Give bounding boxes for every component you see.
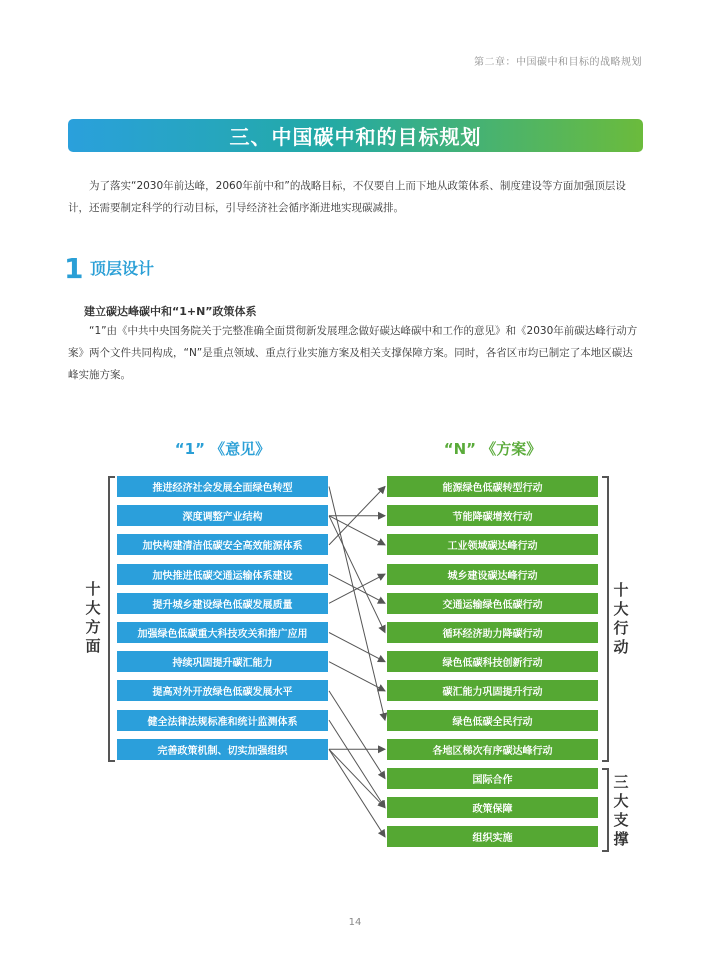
policy-aspect-box: 加强绿色低碳重大科技攻关和推广应用	[117, 622, 328, 643]
policy-aspect-box: 提升城乡建设绿色低碳发展质量	[117, 593, 328, 614]
support-box: 国际合作	[387, 768, 598, 789]
action-plan-box: 城乡建设碳达峰行动	[387, 564, 598, 585]
section-banner-title: 三、中国碳中和的目标规划	[68, 119, 643, 152]
section-title: 顶层设计	[90, 259, 155, 278]
action-plan-box: 节能降碳增效行动	[387, 505, 598, 526]
action-plan-box: 绿色低碳科技创新行动	[387, 651, 598, 672]
policy-aspect-box: 持续巩固提升碳汇能力	[117, 651, 328, 672]
action-plan-box: 绿色低碳全民行动	[387, 710, 598, 731]
action-plan-box: 工业领域碳达峰行动	[387, 534, 598, 555]
connection-arrow	[329, 516, 385, 633]
left-group-label: 十大方面	[85, 580, 101, 655]
action-plan-box: 碳汇能力巩固提升行动	[387, 680, 598, 701]
support-box: 组织实施	[387, 826, 598, 847]
chapter-header: 第二章：中国碳中和目标的战略规划	[474, 57, 642, 68]
policy-aspect-box: 加快推进低碳交通运输体系建设	[117, 564, 328, 585]
policy-aspect-box: 完善政策机制、切实加强组织	[117, 739, 328, 760]
right-group-label-actions: 十大行动	[613, 581, 629, 656]
action-plan-box: 交通运输绿色低碳行动	[387, 593, 598, 614]
action-plan-box: 循环经济助力降碳行动	[387, 622, 598, 643]
section-paragraph: “1”由《中共中央国务院关于完整准确全面贯彻新发展理念做好碳达峰碳中和工作的意见》和《2030年前碳达峰行动方案》两个文件共同构成，“N”是重点领域、重点行业实施方案及相关支撑保障方案。同时，各省区市均已制定了本地区碳达峰实施方案。	[68, 325, 638, 381]
connection-arrow	[329, 720, 385, 808]
left-column-heading: “1” 《意见》	[174, 440, 271, 458]
connection-arrow	[329, 749, 385, 807]
policy-aspect-box: 深度调整产业结构	[117, 505, 328, 526]
policy-aspect-box: 推进经济社会发展全面绿色转型	[117, 476, 328, 497]
action-plan-box: 各地区梯次有序碳达峰行动	[387, 739, 598, 760]
connection-arrow	[329, 487, 385, 721]
connection-arrow	[329, 749, 385, 837]
policy-aspect-box: 健全法律法规标准和统计监测体系	[117, 710, 328, 731]
intro-paragraph: 为了落实“2030年前达峰，2060年前中和”的战略目标，不仅要自上而下地从政策体系、制度建设等方面加强顶层设计，还需要制定科学的行动目标，引导经济社会循序渐进地实现碳减排。	[68, 180, 626, 214]
connection-arrow	[329, 691, 385, 779]
connection-arrow	[329, 633, 385, 662]
page-number: 14	[348, 917, 362, 928]
section-subtitle: 建立碳达峰碳中和“1+N”政策体系	[84, 305, 257, 318]
policy-aspect-box: 加快构建清洁低碳安全高效能源体系	[117, 534, 328, 555]
right-group-label-supports: 三大支撑	[613, 773, 629, 848]
policy-aspect-box: 提高对外开放绿色低碳发展水平	[117, 680, 328, 701]
section-number: 1	[64, 252, 84, 285]
support-box: 政策保障	[387, 797, 598, 818]
right-column-heading: “N” 《方案》	[443, 440, 542, 458]
action-plan-box: 能源绿色低碳转型行动	[387, 476, 598, 497]
connection-arrow	[329, 516, 385, 545]
connection-arrow	[329, 662, 385, 691]
